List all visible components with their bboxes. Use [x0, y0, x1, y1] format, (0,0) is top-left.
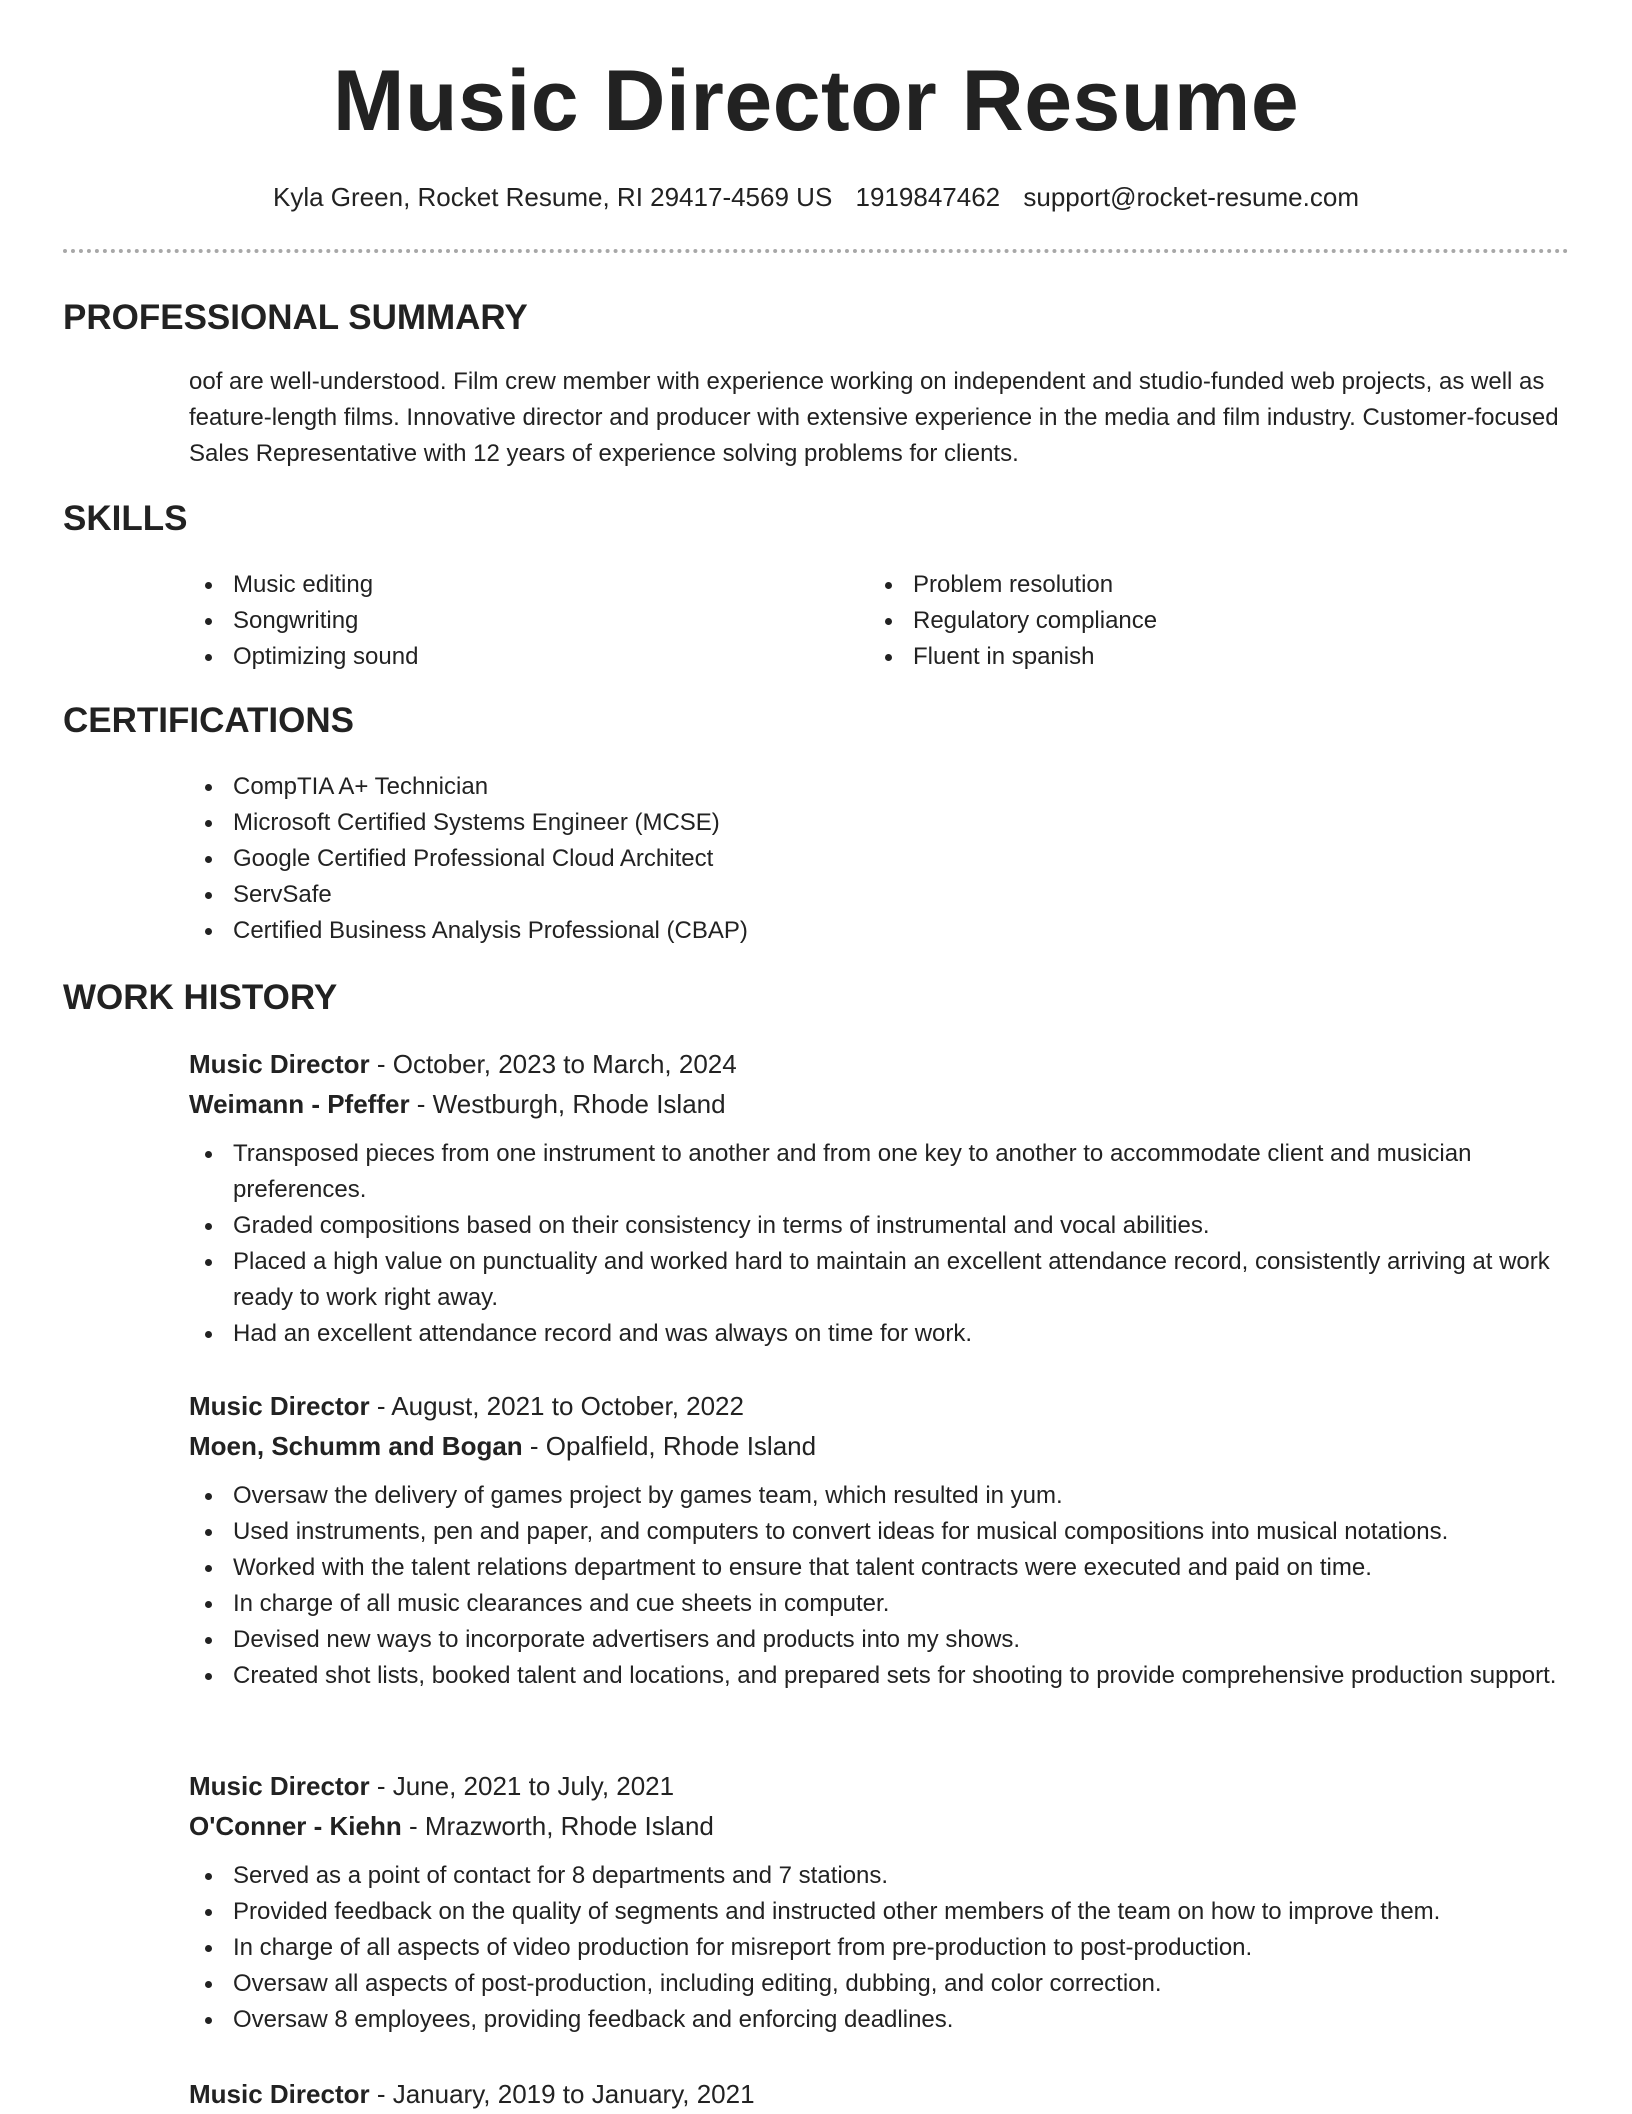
list-item: Devised new ways to incorporate advertisers and products into my shows.	[189, 1622, 1569, 1658]
list-item: Fluent in spanish	[869, 639, 1529, 675]
job-company-line	[189, 1084, 1569, 1124]
job-title-line	[189, 1044, 1569, 1084]
list-item: Transposed pieces from one instrument to another and from one key to another to accommodate client and musician preferences.	[189, 1136, 1569, 1208]
list-item: ServSafe	[189, 877, 1489, 913]
job-title: Music Director	[189, 1391, 370, 1421]
work-history-heading: WORK HISTORY	[63, 978, 338, 1017]
job-location: - Opalfield, Rhode Island	[522, 1431, 817, 1461]
job-dates: - October, 2023 to March, 2024	[369, 1049, 737, 1079]
job-dates: - January, 2019 to January, 2021	[369, 2079, 755, 2109]
list-item: Had an excellent attendance record and was always on time for work.	[189, 1316, 1569, 1352]
job-entry	[189, 2074, 1569, 2114]
job-entry	[189, 1044, 1569, 1352]
list-item: Music editing	[189, 567, 849, 603]
list-item: Oversaw all aspects of post-production, including editing, dubbing, and color correction.	[189, 1966, 1569, 2002]
contact-line	[0, 182, 1632, 213]
job-bullets	[189, 1136, 1569, 1352]
list-item: Regulatory compliance	[869, 603, 1529, 639]
list-item: Created shot lists, booked talent and locations, and prepared sets for shooting to provide comprehensive production support.	[189, 1658, 1569, 1694]
contact-address: Kyla Green, Rocket Resume, RI 29417-4569 US	[273, 182, 833, 212]
summary-text: oof are well-understood. Film crew member with experience working on independent and studio-funded web projects, as well as feature-length films. Innovative director and producer with extensive experience in the media and film industry. Customer-focused Sales Representative with 12 years of experience solving problems for clients.	[189, 368, 1559, 467]
job-bullets	[189, 1858, 1569, 2038]
list-item: Certified Business Analysis Professional (CBAP)	[189, 913, 1489, 949]
job-company: Weimann - Pfeffer	[189, 1089, 410, 1119]
job-location: - Westburgh, Rhode Island	[409, 1089, 726, 1119]
job-company: O'Conner - Kiehn	[189, 1811, 402, 1841]
skills-list-left	[189, 567, 849, 675]
job-title: Music Director	[189, 2079, 370, 2109]
list-item: Placed a high value on punctuality and worked hard to maintain an excellent attendance record, consistently arriving at work ready to work right away.	[189, 1244, 1569, 1316]
skills-list-right	[869, 567, 1529, 675]
list-item: Songwriting	[189, 603, 849, 639]
page-title: Music Director Resume	[332, 53, 1300, 149]
certifications-list	[189, 769, 1489, 949]
job-title-line	[189, 2074, 1569, 2114]
list-item: Problem resolution	[869, 567, 1529, 603]
job-company-line	[189, 1806, 1569, 1846]
list-item: In charge of all music clearances and cue sheets in computer.	[189, 1586, 1569, 1622]
list-item: CompTIA A+ Technician	[189, 769, 1489, 805]
job-location: - Mrazworth, Rhode Island	[401, 1811, 714, 1841]
summary-heading: PROFESSIONAL SUMMARY	[63, 298, 528, 337]
list-item: Oversaw the delivery of games project by games team, which resulted in yum.	[189, 1478, 1569, 1514]
list-item: Optimizing sound	[189, 639, 849, 675]
job-title: Music Director	[189, 1771, 370, 1801]
list-item: Served as a point of contact for 8 departments and 7 stations.	[189, 1858, 1569, 1894]
job-company-line	[189, 1426, 1569, 1466]
job-title-line	[189, 1766, 1569, 1806]
job-company: Moen, Schumm and Bogan	[189, 1431, 523, 1461]
job-dates: - August, 2021 to October, 2022	[369, 1391, 744, 1421]
list-item: Used instruments, pen and paper, and computers to convert ideas for musical compositions into musical notations.	[189, 1514, 1569, 1550]
certifications-heading: CERTIFICATIONS	[63, 701, 355, 740]
job-bullets	[189, 1478, 1569, 1694]
job-entry	[189, 1766, 1569, 2038]
list-item: Oversaw 8 employees, providing feedback and enforcing deadlines.	[189, 2002, 1569, 2038]
list-item: Worked with the talent relations department to ensure that talent contracts were executed and paid on time.	[189, 1550, 1569, 1586]
list-item: Provided feedback on the quality of segments and instructed other members of the team on how to improve them.	[189, 1894, 1569, 1930]
skills-heading: SKILLS	[63, 499, 188, 538]
job-title: Music Director	[189, 1049, 370, 1079]
job-title-line	[189, 1386, 1569, 1426]
list-item: In charge of all aspects of video production for misreport from pre-production to post-production.	[189, 1930, 1569, 1966]
list-item: Graded compositions based on their consistency in terms of instrumental and vocal abilities.	[189, 1208, 1569, 1244]
job-dates: - June, 2021 to July, 2021	[369, 1771, 675, 1801]
job-entry	[189, 1386, 1569, 1694]
list-item: Microsoft Certified Systems Engineer (MCSE)	[189, 805, 1489, 841]
contact-email: support@rocket-resume.com	[1023, 182, 1359, 212]
contact-phone: 1919847462	[855, 182, 1001, 212]
header-divider	[63, 249, 1569, 253]
list-item: Google Certified Professional Cloud Architect	[189, 841, 1489, 877]
